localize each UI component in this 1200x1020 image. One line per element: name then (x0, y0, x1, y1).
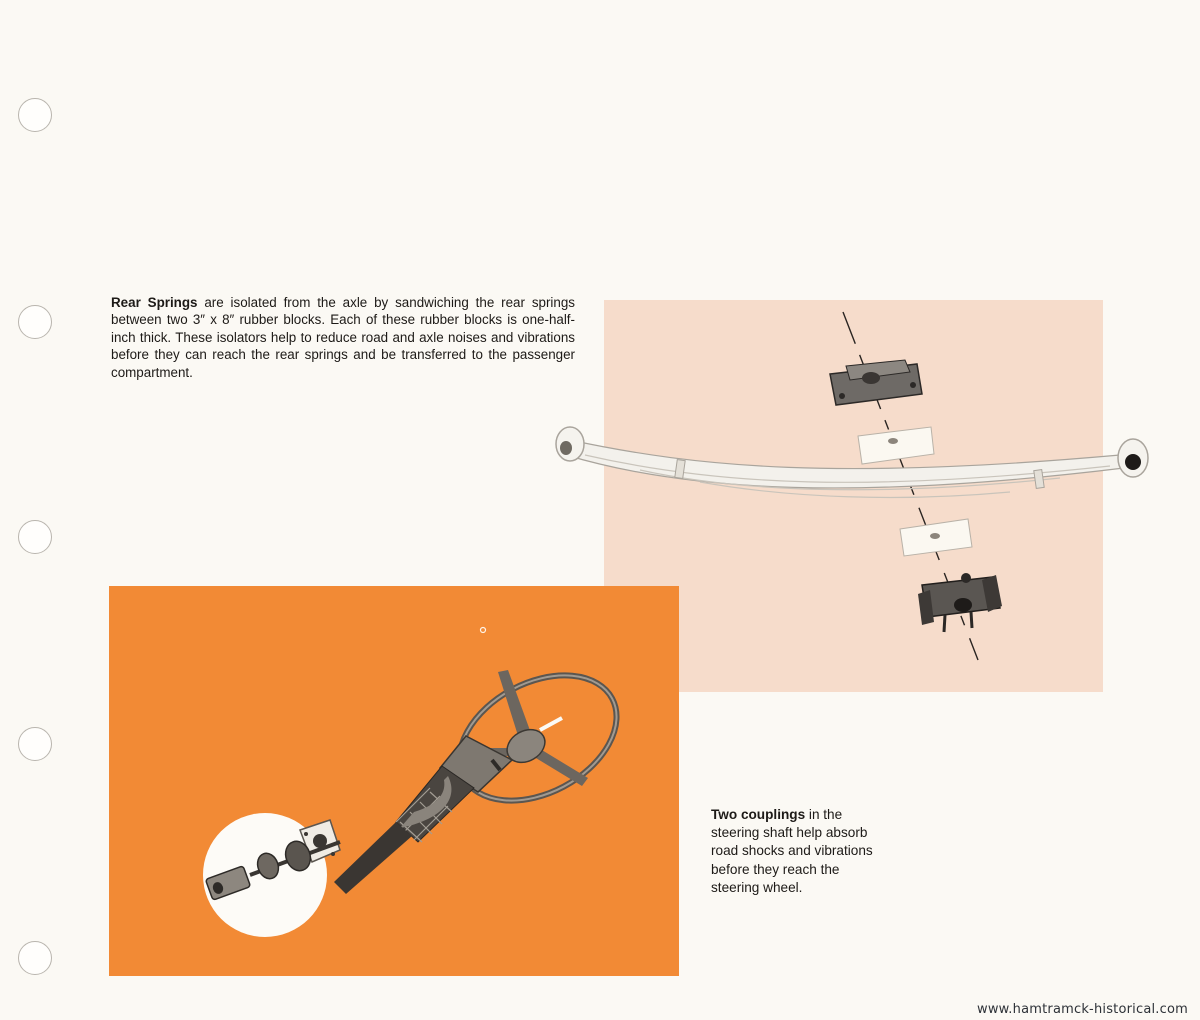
couplings-caption (711, 806, 881, 897)
steering-column-icon (300, 736, 512, 894)
small-dot-icon (481, 628, 486, 633)
couplings-heading: Two couplings (711, 807, 806, 822)
watermark-url: www.hamtramck-historical.com (977, 1002, 1188, 1017)
rear-springs-body: are isolated from the axle by sandwiching the rear springs between two 3″ x 8″ rubber blocks. Each of these rubber blocks is one-half-inch thick. These isolators help to reduce road and axle noises and vibrations before they can reach the rear springs and be transferred to the passenger compartment. (111, 295, 575, 380)
rear-springs-heading: Rear Springs (111, 295, 198, 310)
couplings-body: in the steering shaft help absorb road shocks and vibrations before they reach the steering wheel. (711, 807, 873, 895)
